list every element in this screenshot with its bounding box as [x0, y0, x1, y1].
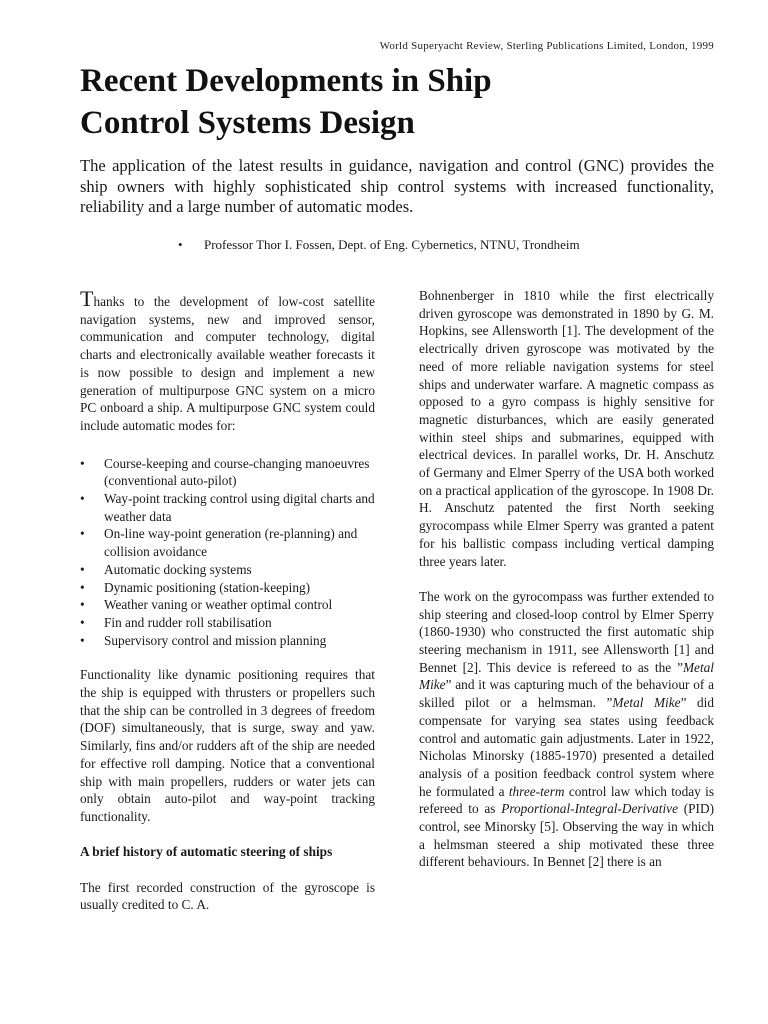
list-item [80, 632, 375, 650]
bullet-marker: • [80, 597, 85, 613]
list-item [80, 525, 375, 560]
sperry-text-3: ” did compensate for varying sea states using feedback control and automatic gain adjustments. Later in 1922, Nicholas Minorsky (1885-1970) presented a detailed analysis of a position feedback control system where he formulated a [419, 695, 714, 799]
list-item-text: Fin and rudder roll stabilisation [104, 614, 272, 630]
list-item-text: Weather vaning or weather optimal control [104, 597, 333, 613]
right-column [419, 287, 714, 871]
list-item [80, 596, 375, 614]
gnc-modes-list [80, 455, 375, 650]
list-item-text: Supervisory control and mission planning [104, 632, 327, 648]
left-column [80, 286, 375, 914]
journal-header: World Superyacht Review, Sterling Publications Limited, London, 1999 [379, 40, 714, 52]
list-item [80, 614, 375, 632]
list-item-text: On-line way-point generation (re-planning) and collision avoidance [104, 526, 358, 560]
title-line-2: Control Systems Design [80, 105, 415, 141]
intro-paragraph [80, 286, 375, 435]
author-line [180, 237, 740, 253]
bullet-marker: • [80, 579, 85, 595]
intro-text: hanks to the development of low-cost satellite navigation systems, new and improved sensor, communication and computer technology, digital charts and electronically available weather forecasts it is now possible to design and implement a new generation of multipurpose GNC system on a micro PC onboard a ship. A multipurpose GNC system could include automatic modes for: [80, 294, 375, 433]
list-item-text: Dynamic positioning (station-keeping) [104, 579, 311, 595]
list-item [80, 490, 375, 525]
bullet-marker: • [80, 561, 85, 577]
list-item-text: Course-keeping and course-changing manoeuvres (conventional auto-pilot) [104, 455, 370, 489]
bullet-marker: • [80, 526, 85, 542]
metal-mike-term: Metal Mike [419, 659, 714, 693]
author-bullet: • [178, 237, 183, 252]
list-item-text: Automatic docking systems [104, 561, 252, 577]
pid-term: Proportional-Integral-Derivative [501, 801, 678, 817]
list-item-text: Way-point tracking control using digital charts and weather data [104, 491, 375, 524]
title-line-1: Recent Developments in Ship [80, 63, 492, 99]
list-item [80, 561, 375, 579]
metal-mike-term: Metal Mike [612, 695, 681, 711]
bullet-marker: • [80, 632, 85, 648]
list-item [80, 579, 375, 597]
section-heading: A brief history of automatic steering of ships [80, 844, 333, 860]
sperry-text-1: The work on the gyrocompass was further extended to ship steering and closed-loop control by Elmer Sperry (1860-1930) who constructed the first automatic ship steering mechanism in 1911, see Allensworth [1] and Bennet [2]. This device is refereed to as the ” [419, 588, 714, 675]
drop-cap: T [80, 286, 94, 311]
article-title [80, 60, 720, 144]
history-paragraph-start: The first recorded construction of the gyroscope is usually credited to C. A. [80, 879, 375, 913]
bullet-marker: • [80, 614, 85, 630]
history-paragraph-continued: Bohnenberger in 1810 while the first electrically driven gyroscope was demonstrated in 1890 by G. M. Hopkins, see Allensworth [1]. The development of the electrically driven gyroscope was motivated by the need of more reliable navigation systems for steel ships and underwater warfare. A magnetic compass as opposed to a gyro compass is highly sensitive for magnetic disturbances, which are easily generated within steel ships and submarines, equipped with electrical devices. In parallel works, Dr. H. Anschutz of Germany and Elmer Sperry of the USA both worked on a practical application of the gyroscope. In 1908 Dr. H. Anschutz patented the first North seeking gyrocompass while Elmer Sperry was granted a patent for his ballistic compass including vertical damping three years later. [419, 288, 714, 569]
sperry-text-2: ” and it was capturing much of the behaviour of a skilled pilot or a helmsman. ” [419, 677, 714, 711]
list-item [80, 455, 375, 490]
sperry-text-5: (PID) control, see Minorsky [5]. Observing the way in which a helmsman steered a ship motivated these three different behaviours. In Bennet [2] there is an [419, 801, 714, 870]
sperry-paragraph [419, 588, 714, 871]
author-name: Professor Thor I. Fossen, Dept. of Eng. Cybernetics, NTNU, Trondheim [204, 237, 580, 252]
bullet-marker: • [80, 491, 85, 507]
bullet-marker: • [80, 455, 85, 471]
lead-paragraph: The application of the latest results in guidance, navigation and control (GNC) provides the ship owners with highly sophisticated ship control systems with increased functionality, reliability and a large number of automatic modes. [80, 156, 714, 216]
functionality-paragraph: Functionality like dynamic positioning requires that the ship is equipped with thrusters or propellers such that the ship can be controlled in 3 degrees of freedom (DOF) simultaneously, that is surge, sway and yaw. Similarly, fins and/or rudders aft of the ship are needed for effective roll damping. Notice that a conventional ship with main propellers, rudders or water jets can only obtain auto-pilot and way-point tracking functionality. [80, 667, 375, 824]
sperry-text-4: control law which today is refereed to as [419, 783, 715, 817]
three-term-term: three-term [508, 783, 565, 799]
